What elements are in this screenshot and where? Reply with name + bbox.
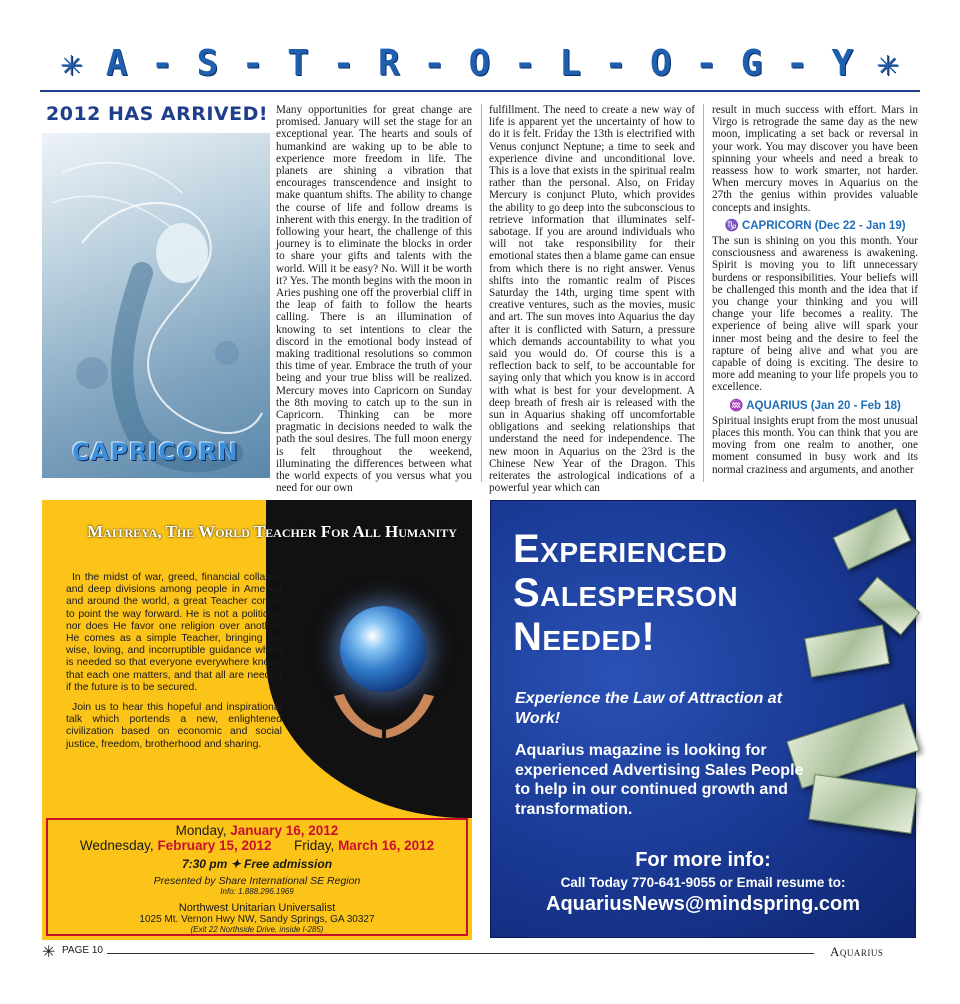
headline-line: Experienced xyxy=(513,527,728,571)
day-label: Friday, xyxy=(294,838,335,853)
article-text: fulfillment. The need to create a new way of life is apparent yet the uncertainty of how to do it is felt. Friday the 13th is electrified with Venus conjunct Neptune; a time to seek and experience divine and unconditional love. This is a love that exists in the spiritual realm rather than the personal. Also, on Friday Mercury is conjunct Pluto, which provides the ability to go deep into the subconscious to retrieve information that illuminates self-sabotage. If you are around individuals who will not take responsibility for their emotional states then a blame game can ensue from which there is no right answer. Venus shifts into the romantic realm of Pisces Saturday the 14th, urging time spent with creative ventures, such as the movies, music and art. The sun moves into Aquarius the day after it is conflicted with Saturn, a pressure which demands accountability to what you said you would do. Of course this is a reflection back to self, to be accountable for saying only that which you know is in accord with what is best for your development. A deep breath of fresh air is released with the sun in Aquarius shaking off uncomfortable obligations and seeking relationships that understand the need for independence. The new moon in Aquarius on the 23rd is the Chinese New Year of the Dragon. This reiterates the astrological indications of a powerful year which can xyxy=(489,104,695,495)
masthead-rule xyxy=(40,90,920,92)
maitreya-ad xyxy=(42,500,472,940)
aquarius-heading: ♒ AQUARIUS (Jan 20 - Feb 18) xyxy=(729,399,901,412)
dollar-bill-icon xyxy=(833,508,912,570)
publication-name: Aquarius xyxy=(830,944,884,959)
cupped-hands-icon xyxy=(324,686,444,746)
article-column-3 xyxy=(712,104,918,484)
event-date: March 16, 2012 xyxy=(338,838,435,853)
mermaid-icon xyxy=(42,133,270,478)
salesperson-ad xyxy=(490,500,916,938)
masthead xyxy=(40,40,920,96)
ad-tagline: Experience the Law of Attraction at Work! xyxy=(515,690,783,727)
event-presenter: Presented by Share International SE Region xyxy=(153,875,361,887)
event-details xyxy=(46,818,468,936)
capricorn-illustration xyxy=(42,133,270,478)
capricorn-text: The sun is shining on you this month. Your consciousness and awareness is awakening. Spirit is moving you to lift unnecessary burdens or responsibilities. Your beliefs will be challenged this month and the idea that if you change your thinking and you will change your life becomes a reality. The experience of being alive will spark your inner most being and the desire to feel the rapture of being alive and what you are capable of doing is exciting. The desire to more add meaning to your life propels you to excellence. xyxy=(712,235,918,394)
page-number: PAGE 10 xyxy=(62,945,107,956)
article-text: result in much success with effort. Mars in Virgo is retrograde the same day as the new moon, implicating a set back or reversal in your work. You may discover you have been spinning your wheels and need a break to reassess how to work smarter, not harder. When mercury moves in Aquarius on the 27th the genius within provides valuable concepts and insights. xyxy=(712,104,918,214)
headline-line: Needed! xyxy=(513,615,656,659)
day-label: Wednesday, xyxy=(79,838,154,853)
globe-icon xyxy=(340,606,426,692)
headline-line: Salesperson xyxy=(513,571,739,615)
feature-caption: CAPRICORN xyxy=(72,438,239,466)
ad-paragraph: In the midst of war, greed, financial collapse and deep divisions among people in America and around the world, a great Teacher comes to point the way forward. He is not a politician nor does He favor one religion over another. He comes as a simple Teacher, bringing the wise, loving, and incorruptible guidance which is needed so that everyone everywhere knows that each one matters, and that all are needed if the future is to be secured. xyxy=(66,572,282,693)
event-date: February 15, 2012 xyxy=(157,838,272,853)
event-date-2 xyxy=(48,838,466,853)
day-label: Monday, xyxy=(175,823,227,838)
footer-rule xyxy=(62,953,814,954)
article-column-1 xyxy=(276,104,472,495)
capricorn-heading: ♑ CAPRICORN (Dec 22 - Jan 19) xyxy=(724,219,906,232)
ad-body: Aquarius magazine is looking for experienced Advertising Sales People to help in our continued growth and transformation. xyxy=(515,742,804,818)
ad-paragraph: Join us to hear this hopeful and inspirational talk which portends a new, enlightened civilization based on economic and social justice, freedom, brotherhood and sharing. xyxy=(66,702,282,750)
event-time: 7:30 pm ✦ Free admission xyxy=(181,857,333,871)
article-column-2 xyxy=(489,104,695,495)
event-directions: (Exit 22 Northside Drive, inside I-285) xyxy=(190,925,324,934)
event-date: January 16, 2012 xyxy=(230,823,339,838)
feature-title: 2012 HAS ARRIVED! xyxy=(46,103,269,125)
contact-phone: Call Today 770-641-9055 or Email resume to: xyxy=(560,875,846,890)
ad-body xyxy=(66,572,282,759)
aquarius-text: Spiritual insights erupt from the most unusual places this month. You can think that you are moving from one realm to another, one moment consumed in busy work and its normal craziness and arguments, and another xyxy=(712,414,918,476)
contact-email: AquariusNews@mindspring.com xyxy=(546,893,860,915)
event-date-1 xyxy=(48,823,466,838)
more-info-heading: For more info: xyxy=(635,849,771,871)
column-divider xyxy=(703,104,704,482)
asterisk-star-icon: ✳ xyxy=(42,942,56,961)
event-info-phone: Info: 1.888.296.1969 xyxy=(220,887,294,896)
article-text: Many opportunities for great change are promised. January will set the stage for an exceptional year. The hearts and souls of humankind are waking up to be able to experience more freedom in life. The planets are shining a vibration that encourages transcendence and insight to make quantum shifts. The ability to change the course of life and follow dreams is inherent with this energy. In the tradition of following your heart, the challenge of this journey is to eliminate the blocks in order to share your gifts and talents with the world. Will it be easy? No. Will it be worth it? Yes. The month begins with the moon in Aries pushing one off the proverbial cliff in the leap of faith to follow the hearts calling. There is an illumination of knowing to set intentions to clear the discord in the emotional body instead of making traditional resolutions so common this time of year. Embrace the truth of your being and your true bliss will be realized. Mercury moves into Capricorn on Sunday the 8th moving to catch up to the sun in Capricorn. Thinking can be more pragmatic in decisions needed to walk the path the soul desires. The full moon energy is felt throughout the weekend, illuminating the differences between what the world expects of you versus what you need for our own xyxy=(276,104,472,495)
event-address: 1025 Mt. Vernon Hwy NW, Sandy Springs, GA 30327 xyxy=(139,914,375,925)
section-title: ✳ A - S - T - R - O - L - O - G - Y ✳ xyxy=(60,43,900,84)
ad-headline xyxy=(513,527,843,659)
dollar-bill-icon xyxy=(808,774,917,834)
column-divider xyxy=(481,104,482,482)
event-venue: Northwest Unitarian Universalist xyxy=(178,902,336,914)
ad-title: Maitreya, The World Teacher For All Humanity xyxy=(87,522,457,541)
